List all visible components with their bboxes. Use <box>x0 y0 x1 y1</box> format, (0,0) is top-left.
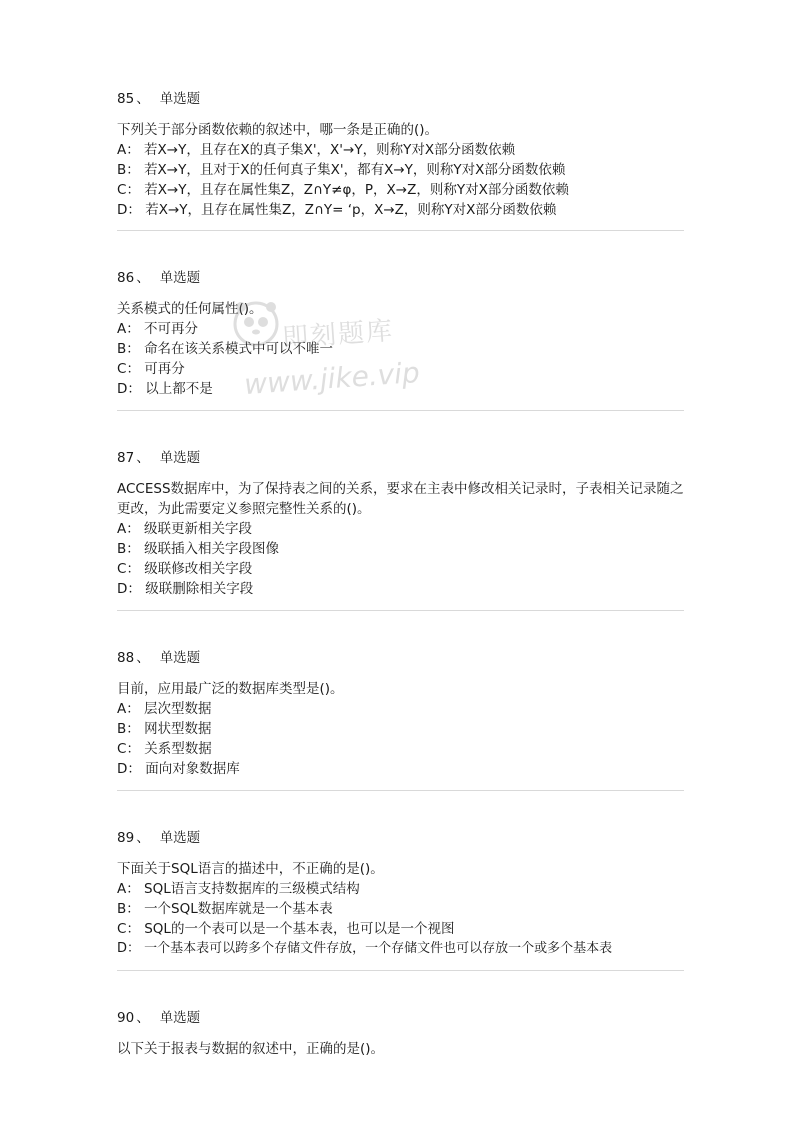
question-88 <box>117 648 684 779</box>
watermark-brand: 即刻题库 <box>281 316 396 354</box>
question-separator: 、 <box>136 450 150 466</box>
question-89 <box>117 828 684 959</box>
question-type: 单选题 <box>159 270 201 286</box>
question-type: 单选题 <box>159 91 201 107</box>
question-stem: 下面关于SQL语言的描述中，不正确的是()。 <box>117 861 384 877</box>
option-b[interactable]: B： 级联插入相关字段图像 <box>117 541 280 557</box>
question-separator: 、 <box>136 650 150 666</box>
question-stem: 以下关于报表与数据的叙述中，正确的是()。 <box>117 1041 385 1057</box>
option-text: 网状型数据 <box>144 721 212 737</box>
option-d[interactable]: D： 以上都不是 <box>117 381 213 397</box>
option-c[interactable]: C： 可再分 <box>117 361 185 377</box>
divider <box>117 790 684 791</box>
divider <box>117 230 684 231</box>
question-separator: 、 <box>136 1010 150 1026</box>
option-a[interactable]: A： 层次型数据 <box>117 701 212 717</box>
option-c[interactable]: C： SQL的一个表可以是一个基本表，也可以是一个视图 <box>117 921 455 937</box>
divider <box>117 610 684 611</box>
option-key: B <box>117 162 127 178</box>
option-d[interactable]: D： 一个基本表可以跨多个存储文件存放，一个存储文件也可以存放一个或多个基本表 <box>117 941 613 956</box>
option-c[interactable]: C： 若X→Y，且存在属性集Z，Z∩Y≠φ，P，X→Z，则称Y对X部分函数依赖 <box>117 182 569 198</box>
question-type: 单选题 <box>159 1010 201 1026</box>
option-text: 级联更新相关字段 <box>144 521 253 537</box>
option-text: 可再分 <box>144 361 185 377</box>
option-key: D <box>117 761 128 777</box>
option-key: A <box>117 521 127 537</box>
question-separator: 、 <box>136 830 150 846</box>
question-number: 90 <box>117 1010 135 1026</box>
question-header <box>117 89 684 109</box>
question-separator: 、 <box>136 91 150 107</box>
question-number: 87 <box>117 450 135 466</box>
question-87 <box>117 448 684 599</box>
question-header <box>117 648 684 668</box>
option-key: B <box>117 541 127 557</box>
question-header <box>117 828 684 848</box>
option-text: 若X→Y，且对于X的任何真子集X'，都有X→Y，则称Y对X部分函数依赖 <box>144 162 566 178</box>
option-key: D <box>117 941 128 956</box>
option-text: 级联修改相关字段 <box>144 561 253 577</box>
option-a[interactable]: A： 级联更新相关字段 <box>117 521 253 537</box>
question-number: 86 <box>117 270 135 286</box>
option-key: C <box>117 921 127 937</box>
question-type: 单选题 <box>159 830 201 846</box>
option-key: D <box>117 202 128 218</box>
option-b[interactable]: B： 命名在该关系模式中可以不唯一 <box>117 341 334 357</box>
option-key: A <box>117 321 127 337</box>
question-separator: 、 <box>136 270 150 286</box>
option-a[interactable]: A： 不可再分 <box>117 321 199 337</box>
option-text: 若X→Y，且存在属性集Z，Z∩Y= ‘p，X→Z，则称Y对X部分函数依赖 <box>145 202 557 218</box>
option-text: 关系型数据 <box>144 741 212 757</box>
question-86 <box>117 268 684 402</box>
option-key: C <box>117 361 127 377</box>
question-header <box>117 268 684 288</box>
question-85 <box>117 89 684 220</box>
option-text: 命名在该关系模式中可以不唯一 <box>144 341 334 357</box>
option-key: A <box>117 701 127 717</box>
option-b[interactable]: B： 一个SQL数据库就是一个基本表 <box>117 901 333 917</box>
question-90 <box>117 1008 684 1059</box>
option-a[interactable]: A： 若X→Y，且存在X的真子集X'，X'→Y，则称Y对X部分函数依赖 <box>117 142 516 158</box>
option-c[interactable]: C： 关系型数据 <box>117 741 212 757</box>
option-text: 面向对象数据库 <box>145 761 240 777</box>
option-d[interactable]: D： 级联删除相关字段 <box>117 581 254 597</box>
divider <box>117 410 684 411</box>
question-stem: ACCESS数据库中，为了保持表之间的关系，要求在主表中修改相关记录时，子表相关记录随之更改，为此需要定义参照完整性关系的()。 <box>117 481 684 517</box>
question-number: 85 <box>117 91 135 107</box>
option-d[interactable]: D： 面向对象数据库 <box>117 761 240 777</box>
option-key: B <box>117 341 127 357</box>
option-key: B <box>117 901 127 917</box>
option-d[interactable]: D： 若X→Y，且存在属性集Z，Z∩Y= ‘p，X→Z，则称Y对X部分函数依赖 <box>117 202 557 218</box>
option-key: A <box>117 142 127 158</box>
question-number: 88 <box>117 650 135 666</box>
option-text: SQL的一个表可以是一个基本表，也可以是一个视图 <box>144 921 455 937</box>
divider <box>117 970 684 971</box>
option-text: 级联删除相关字段 <box>145 581 254 597</box>
question-number: 89 <box>117 830 135 846</box>
option-text: 若X→Y，且存在X的真子集X'，X'→Y，则称Y对X部分函数依赖 <box>144 142 516 158</box>
option-key: C <box>117 182 127 198</box>
option-key: B <box>117 721 127 737</box>
option-key: C <box>117 741 127 757</box>
question-stem: 关系模式的任何属性()。 <box>117 301 263 317</box>
option-text: 若X→Y，且存在属性集Z，Z∩Y≠φ，P，X→Z，则称Y对X部分函数依赖 <box>144 182 569 198</box>
option-text: 一个SQL数据库就是一个基本表 <box>144 901 333 917</box>
question-header <box>117 448 684 468</box>
option-key: A <box>117 881 127 897</box>
option-text: 不可再分 <box>144 321 199 337</box>
watermark-url: www.jike.vip <box>243 355 421 402</box>
option-text: 层次型数据 <box>144 701 212 717</box>
option-b[interactable]: B： 若X→Y，且对于X的任何真子集X'，都有X→Y，则称Y对X部分函数依赖 <box>117 162 566 178</box>
option-text: 级联插入相关字段图像 <box>144 541 280 557</box>
option-key: D <box>117 581 128 597</box>
option-text: 一个基本表可以跨多个存储文件存放，一个存储文件也可以存放一个或多个基本表 <box>144 941 613 956</box>
question-type: 单选题 <box>159 650 201 666</box>
question-stem: 下列关于部分函数依赖的叙述中，哪一条是正确的()。 <box>117 122 439 138</box>
question-stem: 目前，应用最广泛的数据库类型是()。 <box>117 681 344 697</box>
option-c[interactable]: C： 级联修改相关字段 <box>117 561 253 577</box>
option-key: D <box>117 381 128 397</box>
option-b[interactable]: B： 网状型数据 <box>117 721 212 737</box>
option-text: 以上都不是 <box>145 381 213 397</box>
question-type: 单选题 <box>159 450 201 466</box>
option-key: C <box>117 561 127 577</box>
question-header <box>117 1008 684 1028</box>
option-a[interactable]: A： SQL语言支持数据库的三级模式结构 <box>117 881 360 897</box>
option-text: SQL语言支持数据库的三级模式结构 <box>144 881 360 897</box>
